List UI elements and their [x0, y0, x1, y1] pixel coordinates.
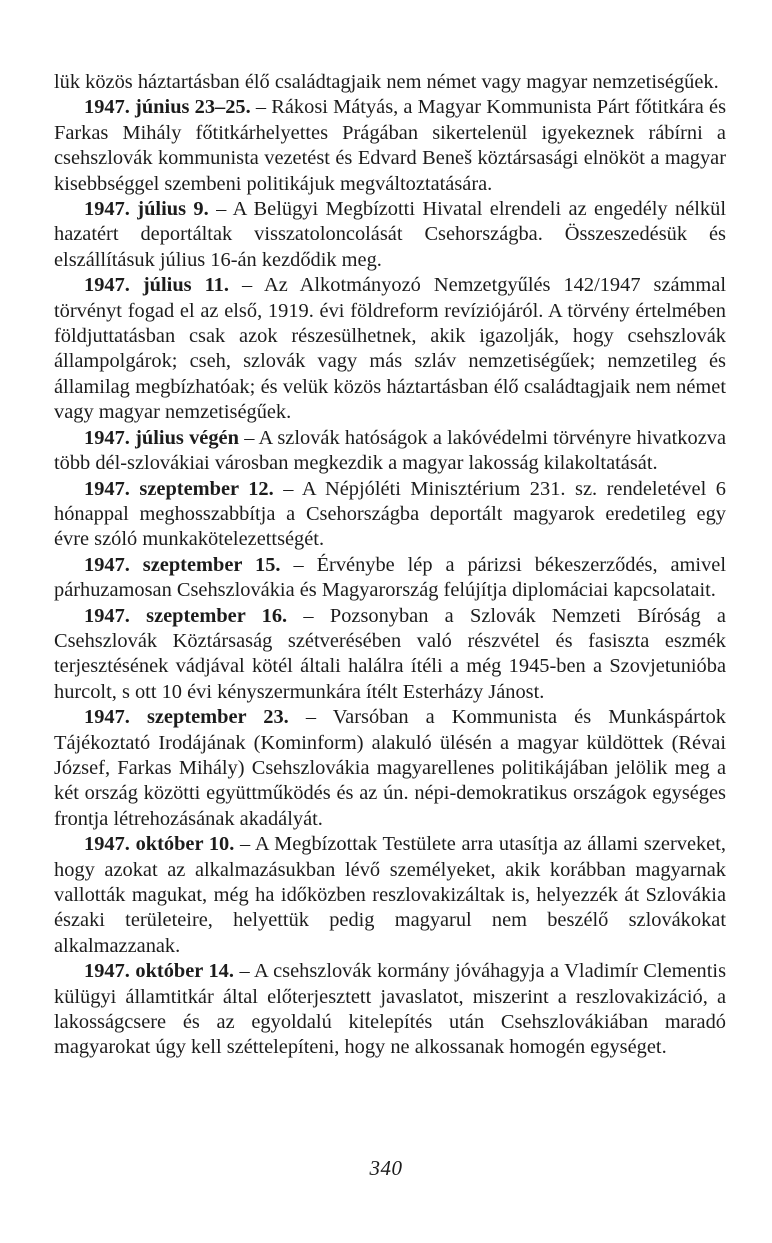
chronology-entry [54, 959, 726, 1061]
entry-text: – A csehszlovák kormány jóváhagyja a Vladimír Clementis külügyi államtitkár által előterjesztett javaslatot, miszerint a reszlovakizáció, a lakosságcsere és az egyoldalú kitelepítés után Csehszlovákiában maradó magyarokat úgy kell széttelepíteni, hogy ne alkossanak homogén egységet. [54, 960, 726, 1059]
entry-date: 1947. július 9. [84, 198, 209, 221]
chronology-entry [54, 705, 726, 832]
entry-text: – A Népjóléti Minisztérium 231. sz. rendeletével 6 hónappal meghosszabbítja a Csehországba deportált magyarok eredetileg egy évre szóló munkakötelezettségét. [54, 477, 726, 551]
chronology-entry [54, 832, 726, 959]
entry-text: – Az Alkotmányozó Nemzetgyűlés 142/1947 számmal törvényt fogad el az első, 1919. évi földreform revíziójáról. A törvény értelmében földjuttatásban csak azok részesülhetnek, akik igazolják, hogy csehszlovák állampolgárok; cseh, szlovák vagy más szláv nemzetiségűek; nemzetileg és államilag megbízhatóak; és velük közös háztartásban élő családtagjaik nem német vagy magyar nemzetiségűek. [54, 274, 726, 424]
entry-text: – A Belügyi Megbízotti Hivatal elrendeli az engedély nélkül hazatért deportáltak visszatoloncolását Csehországba. Összeszedésük és elszállításuk július 16-án kezdődik meg. [54, 198, 726, 271]
entry-text: – A Megbízottak Testülete arra utasítja az állami szerveket, hogy azokat az alkalmazásukban lévő személyeket, akik korábban magyarnak vallották magukat, még ha időközben reszlovakizáltak is, helyezzék át Szlovákia északi területeire, helyettük pedig magyarul nem beszélő szlovákokat alkalmazzanak. [54, 833, 726, 957]
entry-date: 1947. szeptember 23. [84, 706, 289, 729]
chronology-entry [54, 197, 726, 273]
entry-date: 1947. július 11. [84, 274, 229, 297]
entry-date: 1947. október 14. [84, 960, 234, 983]
chronology-entry [54, 95, 726, 197]
chronology-entry [54, 426, 726, 477]
entry-text: – Érvénybe lép a párizsi békeszerződés, amivel párhuzamosan Csehszlovákia és Magyarország felújítja diplomáciai kapcsolatait. [54, 553, 726, 602]
entry-date: 1947. szeptember 12. [84, 477, 274, 500]
entry-text: – Pozsonyban a Szlovák Nemzeti Bíróság a Csehszlovák Köztársaság szétverésében való részvétel és fasiszta eszmék terjesztésének vádjával kötél általi halálra ítéli a még 1945-ben a Szovjetunióba hurcolt, s ott 10 évi kényszermunkára ítélt Esterházy Jánost. [54, 604, 726, 703]
entry-date: 1947. szeptember 16. [84, 604, 288, 627]
chronology-entry [54, 553, 726, 604]
opening-paragraph: lük közös háztartásban élő családtagjaik nem német vagy magyar nemzetiségűek. [54, 71, 719, 93]
chronology-entry [54, 604, 726, 706]
chronology-entry [54, 273, 726, 425]
entry-text: – A szlovák hatóságok a lakóvédelmi törvényre hivatkozva több dél-szlovákiai városban megkezdik a magyar lakosság kilakoltatását. [54, 426, 726, 475]
entry-text: – Varsóban a Kommunista és Munkáspártok Tájékoztató Irodájának (Kominform) alakuló ülésén a magyar küldöttek (Révai József, Farkas Mihály) Csehszlovákia magyarellenes politikájában jelölik meg a két ország közötti együttműködés és az ún. népi-demokratikus országok egységes frontja létrehozásának akadályát. [54, 706, 726, 830]
chronology-entry [54, 477, 726, 553]
document-page [54, 70, 726, 1061]
entry-date: 1947. szeptember 15. [84, 553, 281, 576]
entry-date: 1947. október 10. [84, 833, 235, 856]
page-number: 340 [369, 1156, 403, 1180]
entry-text: – Rákosi Mátyás, a Magyar Kommunista Párt főtitkára és Farkas Mihály főtitkárhelyettes Prágában sikertelenül igyekeznek rábírni a csehszlovák kommunista vezetést és Edvard Beneš köztársasági elnököt a magyar kisebbséggel szembeni politikájuk megváltoztatására. [54, 96, 727, 195]
entry-date: 1947. június 23–25. [84, 96, 251, 119]
entry-date: 1947. július végén [84, 426, 239, 449]
